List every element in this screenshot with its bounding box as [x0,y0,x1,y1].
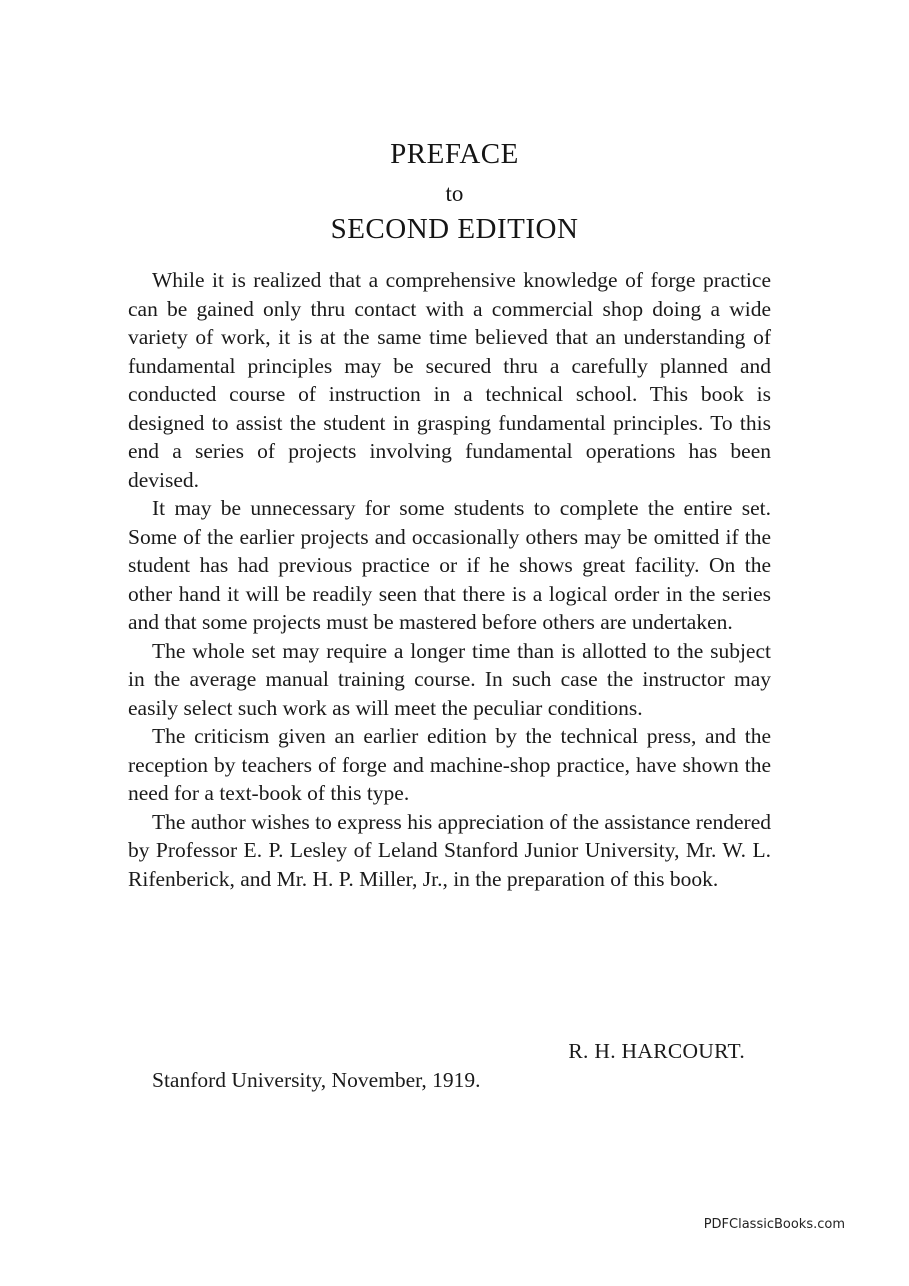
paragraph-3: The whole set may require a longer time than is allotted to the subject in the average manual training course. In such case the instructor may easily select such work as will meet the peculiar conditions. [128,638,771,720]
paragraph-5: The author wishes to express his appreciation of the assistance rendered by Professor E. P. Lesley of Leland Stanford Junior University, Mr. W. L. Rifenberick, and Mr. H. P. Miller, Jr., in the preparation of this book. [128,809,771,891]
preface-body [128,266,771,893]
page-subtitle: SECOND EDITION [330,213,579,245]
dateline: Stanford University, November, 1919. [152,1068,481,1092]
paragraph-2: It may be unnecessary for some students to complete the entire set. Some of the earlier projects and occasionally others may be omitted if the student has had previous practice or if he shows great facility. On the other hand it will be readily seen that there is a logical order in the series and that some projects must be mastered before others are undertaken. [128,496,771,634]
source-watermark: PDFClassicBooks.com [703,1217,845,1232]
author-signature: R. H. HARCOURT. [568,1039,745,1063]
title-connector: to [445,181,464,206]
paragraph-4: The criticism given an earlier edition by the technical press, and the reception by teachers of forge and machine-shop practice, have shown the need for a text-book of this type. [128,724,771,805]
page-title: PREFACE [390,138,519,170]
paragraph-1: While it is realized that a comprehensive knowledge of forge practice can be gained only thru contact with a commercial shop doing a wide variety of work, it is at the same time believed that an understanding of fundamental principles may be secured thru a carefully planned and conducted course of instruction in a technical school. This book is designed to assist the student in grasping fundamental principles. To this end a series of projects involving fundamental operations has been devised. [128,268,771,492]
